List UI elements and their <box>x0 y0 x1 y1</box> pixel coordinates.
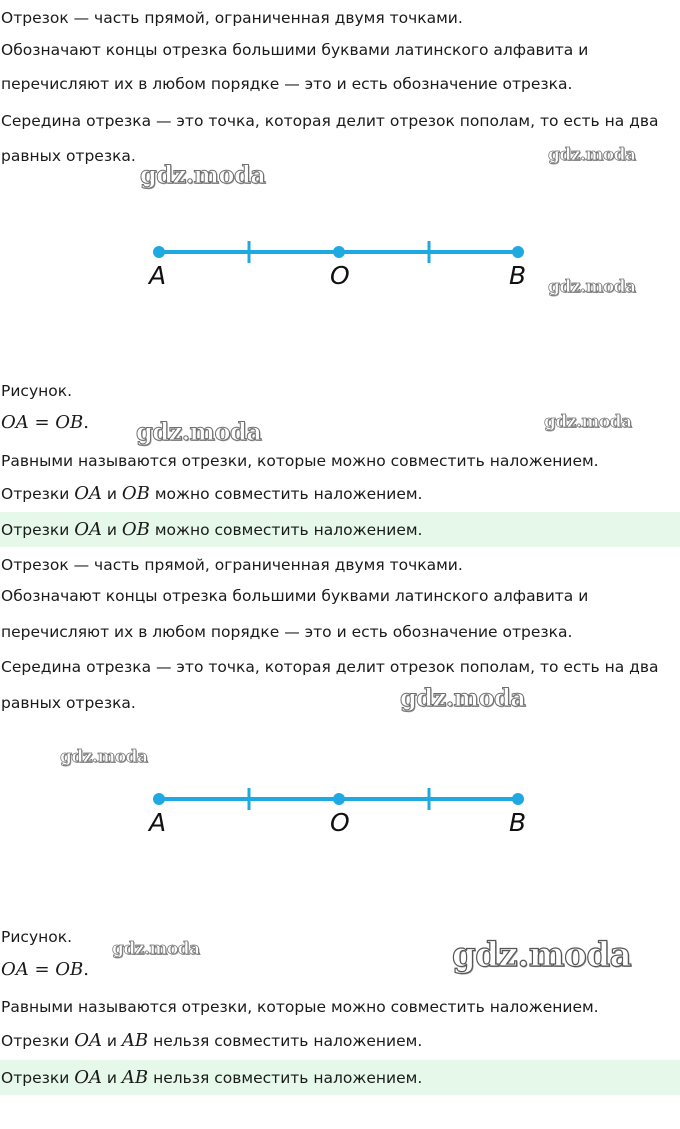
statement-prefix: Отрезки <box>1 485 75 503</box>
answer-suffix: можно совместить наложением. <box>149 521 423 539</box>
point-a-label: A <box>149 808 167 837</box>
paragraph-midpoint-line1: Середина отрезка — это точка, которая делит отрезок пополам, то есть на два <box>1 658 659 676</box>
equation-sign: = <box>28 959 56 980</box>
point-b-label: B <box>509 261 527 290</box>
watermark: gdz.moda <box>452 935 632 975</box>
point-a-dot <box>153 793 165 805</box>
watermark: gdz.moda <box>136 417 262 446</box>
equation-end: . <box>83 412 90 433</box>
statement-seg2: AB <box>121 1030 149 1051</box>
statement-seg2: OB <box>121 483 150 504</box>
equation-end: . <box>83 959 90 980</box>
statement <box>1 484 423 504</box>
statement-conj: и <box>101 485 122 503</box>
equal-segments-definition: Равными называются отрезки, которые можно совместить наложением. <box>1 452 599 470</box>
answer-conj: и <box>101 521 122 539</box>
statement-prefix: Отрезки <box>1 1032 75 1050</box>
point-b-dot <box>512 246 524 258</box>
paragraph-midpoint-line1: Середина отрезка — это точка, которая делит отрезок пополам, то есть на два <box>1 112 659 130</box>
equation-right: OB <box>55 412 84 433</box>
point-a-dot <box>153 246 165 258</box>
answer-box <box>0 1060 680 1095</box>
answer-suffix: нельзя совместить наложением. <box>148 1069 423 1087</box>
answer-text <box>1 1068 422 1088</box>
answer-seg2: AB <box>121 1067 149 1088</box>
statement-suffix: можно совместить наложением. <box>149 485 423 503</box>
point-a-label: A <box>149 261 167 290</box>
watermark: gdz.moda <box>112 939 200 959</box>
figure-caption: Рисунок. <box>1 928 73 946</box>
point-b-label: B <box>509 808 527 837</box>
statement-seg1: OA <box>74 1030 102 1051</box>
segment-diagram <box>140 779 540 839</box>
watermark: gdz.moda <box>400 683 526 712</box>
answer-text <box>1 520 423 540</box>
answer-seg1: OA <box>74 519 102 540</box>
paragraph-notation-line2: перечисляют их в любом порядке — это и есть обозначение отрезка. <box>1 75 573 93</box>
equation-left: OA <box>1 412 29 433</box>
point-o-dot <box>333 793 345 805</box>
paragraph-notation-line1: Обозначают концы отрезка большими буквами латинского алфавита и <box>1 587 589 605</box>
paragraph-midpoint-line2: равных отрезка. <box>1 694 136 712</box>
watermark: gdz.moda <box>544 412 632 432</box>
point-b-dot <box>512 793 524 805</box>
paragraph-segment-definition: Отрезок — часть прямой, ограниченная двумя точками. <box>1 9 463 27</box>
equation <box>1 413 89 433</box>
point-o-label: O <box>330 261 350 290</box>
answer-seg2: OB <box>121 519 150 540</box>
statement-conj: и <box>101 1032 122 1050</box>
equation <box>1 960 89 980</box>
equation-sign: = <box>28 412 56 433</box>
figure-caption: Рисунок. <box>1 382 73 400</box>
watermark: gdz.moda <box>140 160 266 189</box>
answer-box <box>0 512 680 547</box>
paragraph-segment-definition: Отрезок — часть прямой, ограниченная двумя точками. <box>1 556 463 574</box>
paragraph-notation-line1: Обозначают концы отрезка большими буквами латинского алфавита и <box>1 41 589 59</box>
segment-figure <box>140 232 540 292</box>
answer-conj: и <box>101 1069 122 1087</box>
paragraph-notation-line2: перечисляют их в любом порядке — это и есть обозначение отрезка. <box>1 623 573 641</box>
equal-segments-definition: Равными называются отрезки, которые можно совместить наложением. <box>1 998 599 1016</box>
watermark: gdz.moda <box>548 277 636 297</box>
segment-figure <box>140 779 540 839</box>
statement-suffix: нельзя совместить наложением. <box>148 1032 423 1050</box>
statement <box>1 1031 422 1051</box>
answer-prefix: Отрезки <box>1 1069 75 1087</box>
point-o-dot <box>333 246 345 258</box>
point-o-label: O <box>330 808 350 837</box>
answer-prefix: Отрезки <box>1 521 75 539</box>
watermark: gdz.moda <box>548 145 636 165</box>
answer-seg1: OA <box>74 1067 102 1088</box>
segment-diagram <box>140 232 540 292</box>
equation-left: OA <box>1 959 29 980</box>
statement-seg1: OA <box>74 483 102 504</box>
paragraph-midpoint-line2: равных отрезка. <box>1 147 136 165</box>
watermark: gdz.moda <box>60 747 148 767</box>
equation-right: OB <box>55 959 84 980</box>
